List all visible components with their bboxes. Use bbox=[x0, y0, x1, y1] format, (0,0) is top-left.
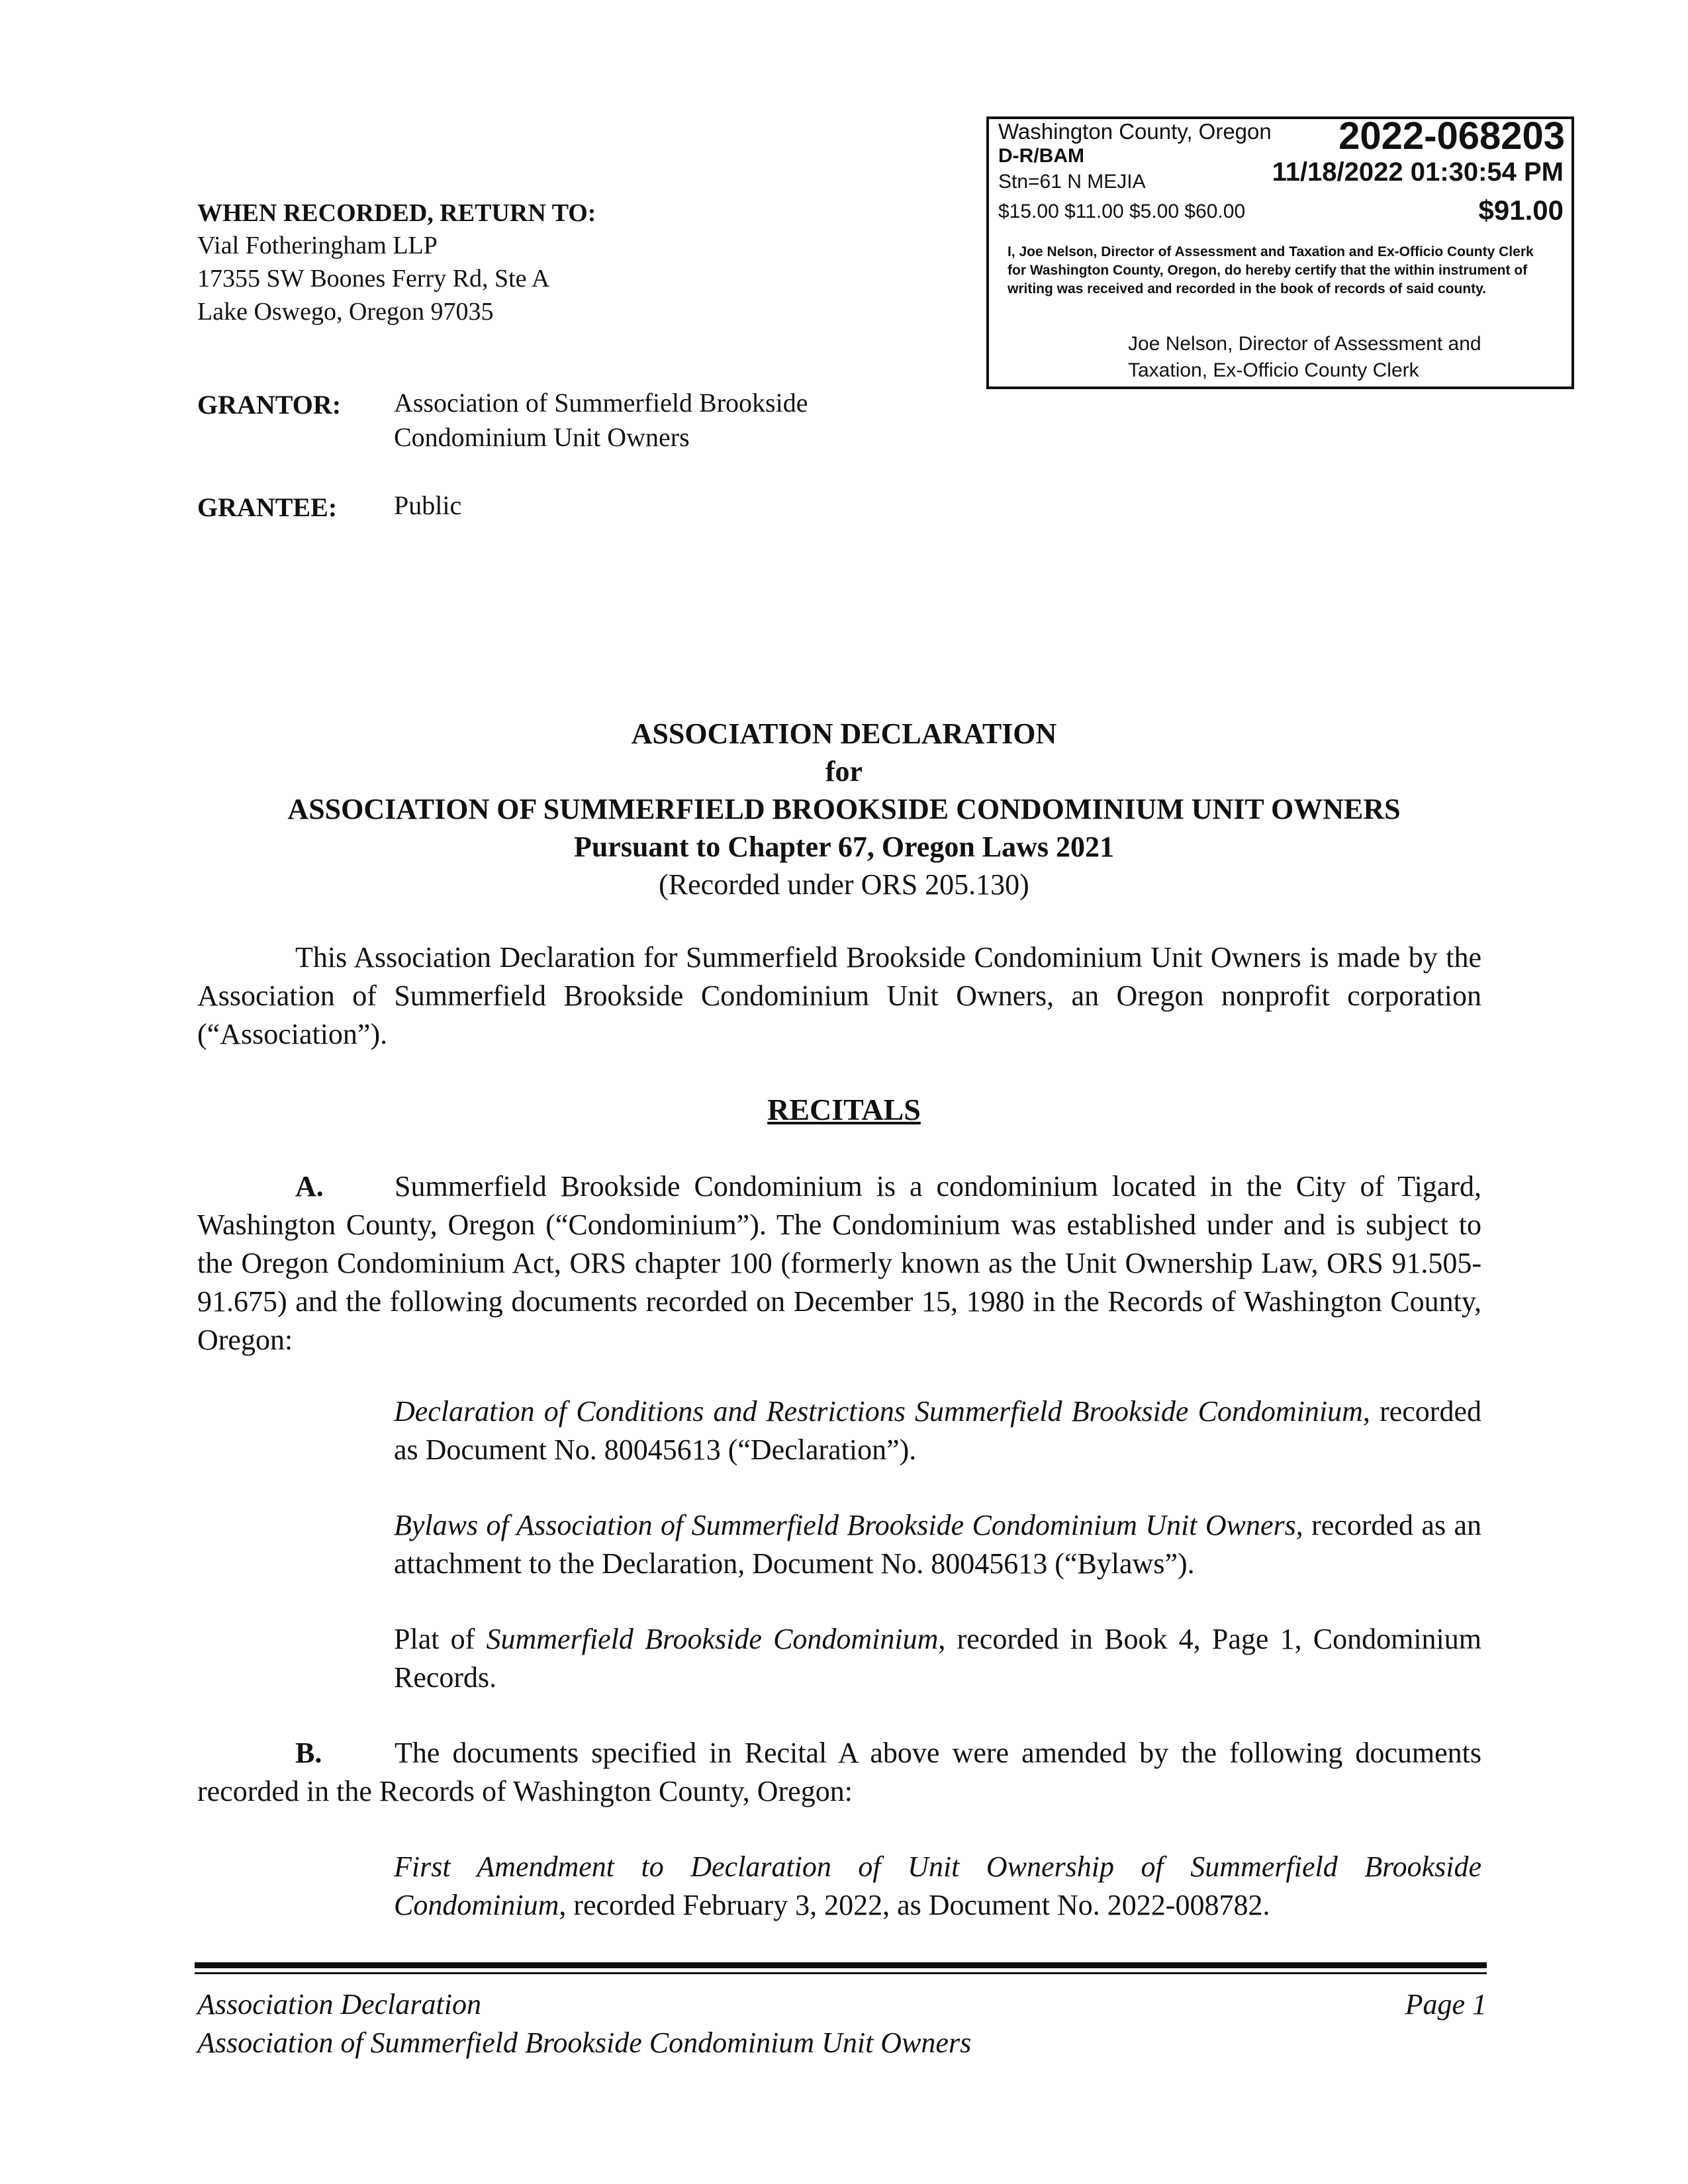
recital-b-doc1-rest: , recorded February 3, 2022, as Document No. 2022-008782. bbox=[559, 1889, 1270, 1921]
footer-doc-title: Association Declaration bbox=[197, 1988, 481, 2021]
stamp-fees: $15.00 $11.00 $5.00 $60.00 bbox=[998, 201, 1246, 222]
recital-b-document-1 bbox=[394, 1848, 1481, 1925]
footer-rule-thick bbox=[195, 1962, 1487, 1968]
stamp-datetime: 11/18/2022 01:30:54 PM bbox=[1272, 158, 1564, 187]
recital-a-doc2-title: Bylaws of Association of Summerfield Brookside Condominium Unit Owners bbox=[394, 1509, 1296, 1541]
recital-a-letter: A. bbox=[295, 1170, 324, 1203]
recital-b bbox=[197, 1734, 1481, 1811]
return-to-address2: Lake Oswego, Oregon 97035 bbox=[197, 298, 494, 326]
stamp-signature-line2: Taxation, Ex-Officio County Clerk bbox=[1128, 359, 1419, 381]
intro-paragraph: This Association Declaration for Summerfield Brookside Condominium Unit Owners is made by the Association of Summerfield Brookside Condominium Unit Owners, an Oregon nonprofit corporation (“Association”). bbox=[197, 941, 1481, 1050]
grantor-value bbox=[394, 386, 808, 455]
grantee-value: Public bbox=[394, 490, 462, 520]
title-line3: ASSOCIATION OF SUMMERFIELD BROOKSIDE CONDOMINIUM UNIT OWNERS bbox=[287, 793, 1401, 825]
title-line4: Pursuant to Chapter 67, Oregon Laws 2021 bbox=[573, 831, 1115, 863]
stamp-record-number: 2022-068203 bbox=[1338, 114, 1565, 158]
footer-page-number: Page 1 bbox=[1405, 1988, 1487, 2021]
return-to-name: Vial Fotheringham LLP bbox=[197, 232, 438, 259]
recitals-heading: RECITALS bbox=[767, 1093, 921, 1126]
recital-a-document-1 bbox=[394, 1392, 1481, 1469]
title-line5: (Recorded under ORS 205.130) bbox=[659, 868, 1029, 901]
stamp-certification: I, Joe Nelson, Director of Assessment and Taxation and Ex-Officio County Clerk for Washington County, Oregon, do hereby certify that the within instrument of writing was received and recorded in the book of records of said county. bbox=[1008, 244, 1534, 296]
title-line2: for bbox=[825, 755, 863, 788]
grantee-label: GRANTEE: bbox=[197, 492, 338, 522]
recital-a-doc3-title: Summerfield Brookside Condominium bbox=[486, 1623, 939, 1655]
grantor-line1: Association of Summerfield Brookside bbox=[394, 388, 808, 418]
grantor-line2: Condominium Unit Owners bbox=[394, 422, 690, 452]
stamp-county: Washington County, Oregon bbox=[998, 119, 1272, 144]
recital-a-document-2 bbox=[394, 1506, 1481, 1583]
recital-a bbox=[197, 1167, 1481, 1359]
recital-a-text: Summerfield Brookside Condominium is a condominium located in the City of Tigard, Washington County, Oregon (“Condominium”). The Condominium was established under and is subject to the Oregon Condominium Act, ORS chapter 100 (formerly known as the Unit Ownership Law, ORS 91.505-91.675) and the following documents recorded on December 15, 1980 in the Records of Washington County, Oregon: bbox=[197, 1170, 1481, 1356]
return-to-heading: WHEN RECORDED, RETURN TO: bbox=[197, 199, 596, 227]
recital-b-doc1-title: First Amendment to Declaration of Unit Ownership of Summerfield Brookside Condominium bbox=[394, 1850, 1481, 1921]
recital-b-letter: B. bbox=[295, 1737, 322, 1769]
recital-a-doc2-rest: , recorded as an attachment to the Declaration, Document No. 80045613 (“Bylaws”). bbox=[394, 1509, 1481, 1580]
recital-a-doc1-rest: , recorded as Document No. 80045613 (“Declaration”). bbox=[394, 1395, 1481, 1466]
recital-a-doc3-pre: Plat of bbox=[394, 1623, 487, 1655]
return-to-address1: 17355 SW Boones Ferry Rd, Ste A bbox=[197, 265, 550, 293]
document-title bbox=[165, 715, 1523, 903]
recital-a-doc1-title: Declaration of Conditions and Restrictions Summerfield Brookside Condominium bbox=[394, 1395, 1363, 1428]
recital-a-doc3-rest: , recorded in Book 4, Page 1, Condominium Records. bbox=[394, 1623, 1482, 1694]
recording-stamp bbox=[986, 116, 1574, 389]
stamp-signature bbox=[1128, 331, 1481, 384]
recital-a-document-3 bbox=[394, 1620, 1481, 1697]
recital-b-text: The documents specified in Recital A above were amended by the following documents recorded in the Records of Washington County, Oregon: bbox=[197, 1737, 1481, 1807]
return-to-address bbox=[197, 229, 549, 328]
grantor-label: GRANTOR: bbox=[197, 390, 342, 420]
footer-rule-thin bbox=[195, 1972, 1487, 1974]
stamp-total: $91.00 bbox=[1478, 195, 1564, 226]
title-line1: ASSOCIATION DECLARATION bbox=[631, 717, 1057, 750]
stamp-station: Stn=61 N MEJIA bbox=[998, 171, 1146, 193]
stamp-signature-line1: Joe Nelson, Director of Assessment and bbox=[1128, 333, 1481, 355]
footer-association-name: Association of Summerfield Brookside Condominium Unit Owners bbox=[197, 2026, 972, 2059]
stamp-doc-type: D-R/BAM bbox=[998, 145, 1084, 167]
